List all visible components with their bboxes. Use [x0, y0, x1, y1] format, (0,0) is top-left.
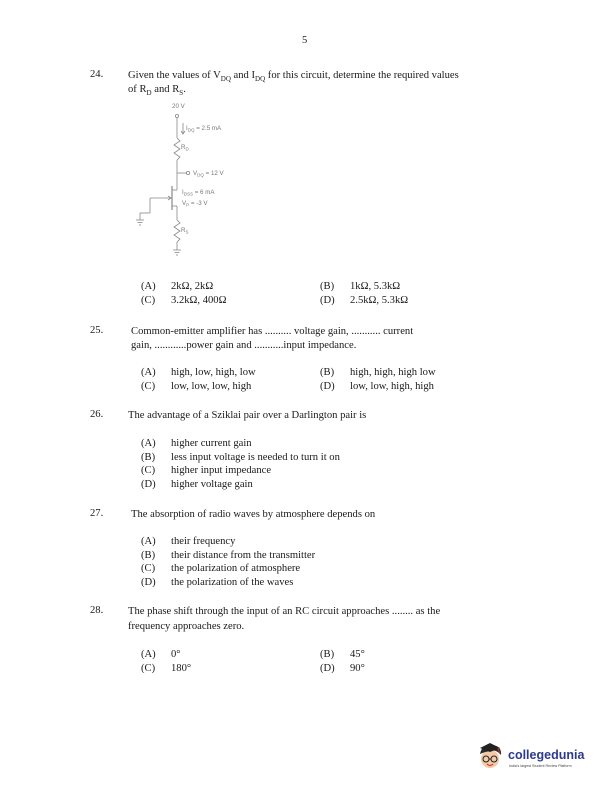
supply-node [175, 114, 178, 117]
rs-label: $R_S$ [181, 227, 189, 235]
option-label: (C) [141, 295, 156, 306]
q26-option-d [141, 478, 253, 492]
option-label: (A) [141, 536, 156, 547]
collegedunia-logo [476, 740, 606, 774]
option-text: higher current gain [171, 438, 252, 449]
rd-resistor [174, 138, 180, 160]
q25-option-b [320, 366, 436, 380]
logo-wordmark: collegedunia [508, 748, 585, 762]
q25-option-d [320, 380, 434, 394]
option-label: (A) [141, 367, 156, 378]
q28-option-a [141, 648, 181, 662]
option-text: higher voltage gain [171, 478, 253, 490]
option-text: the polarization of atmosphere [171, 563, 301, 574]
q24-option-b [320, 280, 400, 294]
idq-label: $I_{DQ} = 2.5$ mA [186, 125, 222, 133]
option-label: (A) [141, 649, 156, 660]
question-25-number: 25. [90, 325, 104, 336]
question-28-text-line-1: The phase shift through the input of an RC circuit approaches ........ as the [128, 606, 441, 617]
question-24-number: 24. [90, 69, 104, 80]
option-text: their distance from the transmitter [171, 549, 316, 561]
option-text: high, high, high low [350, 367, 436, 378]
q25-option-a [141, 366, 256, 380]
option-label: (B) [141, 549, 156, 561]
option-label: (B) [320, 649, 335, 660]
option-label: (D) [320, 662, 335, 674]
option-text: their frequency [171, 536, 236, 547]
option-label: (A) [141, 438, 156, 449]
mascot-icon [476, 740, 508, 772]
rs-resistor [174, 220, 180, 242]
option-text: high, low, high, low [171, 367, 256, 378]
q28-option-c [141, 662, 191, 676]
option-label: (C) [141, 662, 156, 674]
q27-option-d [141, 576, 293, 590]
option-label: (D) [141, 576, 156, 588]
q27-option-c [141, 562, 300, 576]
option-text: 90° [350, 662, 365, 674]
option-label: (D) [320, 295, 335, 306]
q24-rendered-line-2: of $R_D$ and $R_S$. [128, 84, 186, 98]
option-label: (D) [320, 381, 335, 392]
q26-option-c [141, 464, 271, 478]
option-text: low, low, high, high [350, 381, 434, 392]
option-label: (B) [320, 367, 335, 378]
option-label: (A) [141, 281, 156, 292]
q24-option-d [320, 294, 408, 308]
option-text: 180° [171, 662, 192, 674]
jfet-circuit-diagram [120, 98, 280, 268]
option-label: (B) [320, 281, 335, 292]
question-28-number: 28. [90, 605, 104, 616]
q26-option-a [141, 437, 252, 451]
question-28-text-line-2: frequency approaches zero. [128, 621, 245, 632]
q28-option-b [320, 648, 365, 662]
question-27-text: The absorption of radio waves by atmosphere depends on [131, 509, 376, 520]
logo-tagline: India's largest Student Review Platform [509, 764, 572, 768]
question-26-number: 26. [90, 409, 104, 420]
q27-option-b [141, 549, 315, 563]
option-text: 0° [171, 649, 181, 660]
option-text: the polarization of the waves [171, 576, 294, 588]
option-text: 2.5kΩ, 5.3kΩ [350, 295, 409, 306]
option-text: low, low, low, high [171, 381, 252, 392]
option-label: (B) [141, 451, 156, 463]
vp-label: $V_P = -3$ V [182, 200, 208, 208]
option-label: (D) [141, 478, 156, 490]
option-text: 45° [350, 649, 365, 660]
question-25-text-line-2: gain, ............power gain and ...........input impedance. [131, 340, 357, 351]
q24-rendered-line-1: Given the values of $V_{DQ}$ and $I_{DQ}$ for this circuit, determine the required values [128, 70, 459, 84]
rd-label: $R_D$ [181, 144, 189, 152]
q26-option-b [141, 451, 340, 465]
option-text: 3.2kΩ, 400Ω [171, 295, 227, 306]
question-25-text-line-1: Common-emitter amplifier has .......... voltage gain, ........... current [131, 326, 414, 337]
supply-label: 20 V [172, 103, 185, 110]
option-label: (C) [141, 563, 156, 574]
q24-option-a [141, 280, 213, 294]
option-text: less input voltage is needed to turn it on [171, 451, 340, 463]
q24-option-c [141, 294, 226, 308]
idss-label: $I_{DSS} = 6$ mA [182, 189, 215, 197]
question-26-text: The advantage of a Sziklai pair over a Darlington pair is [128, 410, 367, 421]
option-text: higher input impedance [171, 465, 272, 476]
q28-option-d [320, 662, 365, 676]
option-label: (C) [141, 381, 156, 392]
vdq-label: $V_{DQ} = 12$ V [193, 170, 224, 178]
option-label: (C) [141, 465, 156, 476]
q25-option-c [141, 380, 251, 394]
option-text: 2kΩ, 2kΩ [171, 281, 214, 292]
question-27-number: 27. [90, 508, 104, 519]
q27-option-a [141, 535, 235, 549]
page-number: 5 [302, 35, 308, 46]
option-text: 1kΩ, 5.3kΩ [350, 281, 401, 292]
